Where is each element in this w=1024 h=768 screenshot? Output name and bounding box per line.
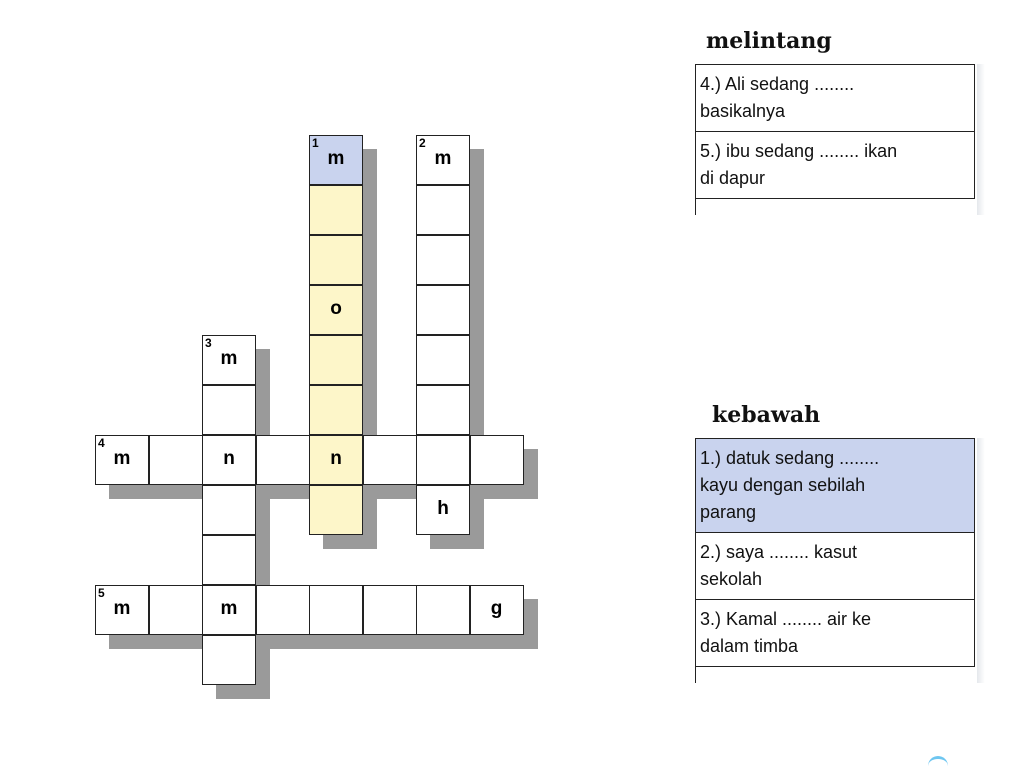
cell-letter: m <box>220 348 238 369</box>
cell-number: 3 <box>205 336 212 350</box>
crossword-cell[interactable] <box>309 235 363 285</box>
crossword-cell[interactable] <box>309 585 363 635</box>
across-clue-panel <box>695 64 975 215</box>
crossword-cell[interactable] <box>309 435 363 485</box>
corner-arc-mark <box>928 756 948 767</box>
crossword-cell[interactable] <box>416 235 470 285</box>
crossword-cell[interactable] <box>416 485 470 535</box>
crossword-cell[interactable] <box>470 435 524 485</box>
clue-text-line: 1.) datuk sedang ........ <box>700 448 880 468</box>
crossword-cell[interactable] <box>202 635 256 685</box>
crossword-cell[interactable] <box>309 385 363 435</box>
cell-letter: m <box>220 598 238 619</box>
crossword-cell[interactable] <box>416 435 470 485</box>
cell-letter: h <box>437 498 449 519</box>
crossword-cell[interactable] <box>363 585 417 635</box>
crossword-cell[interactable] <box>416 335 470 385</box>
clue-text-line: dalam timba <box>700 636 799 656</box>
clue-down-3[interactable] <box>695 600 975 667</box>
across-heading: melintang <box>706 28 832 54</box>
crossword-cell[interactable] <box>95 435 149 485</box>
clue-list-edge <box>695 199 975 215</box>
down-heading: kebawah <box>712 402 821 428</box>
crossword-cell[interactable] <box>416 585 470 635</box>
clue-down-2[interactable] <box>695 533 975 600</box>
crossword-cell[interactable] <box>309 485 363 535</box>
clue-text-line: kayu dengan sebilah <box>700 475 866 495</box>
cell-letter: o <box>330 298 342 319</box>
clue-down-1[interactable] <box>695 438 975 533</box>
crossword-cell[interactable] <box>416 285 470 335</box>
crossword-cell[interactable] <box>202 385 256 435</box>
clue-text-line: 4.) Ali sedang ........ <box>700 74 855 94</box>
cell-letter: n <box>223 448 235 469</box>
cell-letter: n <box>330 448 342 469</box>
clue-across-4[interactable] <box>695 64 975 132</box>
clue-text-line: 5.) ibu sedang ........ ikan <box>700 141 898 161</box>
crossword-cell[interactable] <box>363 435 417 485</box>
cell-letter: m <box>113 448 131 469</box>
crossword-cell[interactable] <box>470 585 524 635</box>
clue-text-line: 2.) saya ........ kasut <box>700 542 858 562</box>
cell-number: 1 <box>312 136 319 150</box>
cell-number: 2 <box>419 136 426 150</box>
crossword-cell[interactable] <box>416 385 470 435</box>
cell-letter: m <box>327 148 345 169</box>
crossword-cell[interactable] <box>309 335 363 385</box>
crossword-cell[interactable] <box>309 135 363 185</box>
crossword-cell[interactable] <box>95 585 149 635</box>
clue-list-edge <box>695 667 975 683</box>
crossword-cell[interactable] <box>416 185 470 235</box>
clue-text-line: 3.) Kamal ........ air ke <box>700 609 872 629</box>
clue-text-line: di dapur <box>700 168 766 188</box>
clue-text-line: sekolah <box>700 569 763 589</box>
crossword-cell[interactable] <box>202 335 256 385</box>
crossword-cell[interactable] <box>309 185 363 235</box>
cell-number: 4 <box>98 436 105 450</box>
clue-text-line: basikalnya <box>700 101 786 121</box>
clue-across-5[interactable] <box>695 132 975 199</box>
cell-number: 5 <box>98 586 105 600</box>
crossword-cell[interactable] <box>309 285 363 335</box>
crossword-cell[interactable] <box>202 535 256 585</box>
crossword-cell[interactable] <box>149 435 203 485</box>
crossword-cell[interactable] <box>256 435 310 485</box>
crossword-cell[interactable] <box>256 585 310 635</box>
cell-letter: m <box>434 148 452 169</box>
crossword-cell[interactable] <box>202 485 256 535</box>
crossword-cell[interactable] <box>416 135 470 185</box>
crossword-cell[interactable] <box>149 585 203 635</box>
cell-letter: g <box>490 598 503 619</box>
cell-letter: m <box>113 598 131 619</box>
down-clue-panel <box>695 438 975 683</box>
clue-text-line: parang <box>700 502 757 522</box>
crossword-cell[interactable] <box>202 435 256 485</box>
crossword-cell[interactable] <box>202 585 256 635</box>
